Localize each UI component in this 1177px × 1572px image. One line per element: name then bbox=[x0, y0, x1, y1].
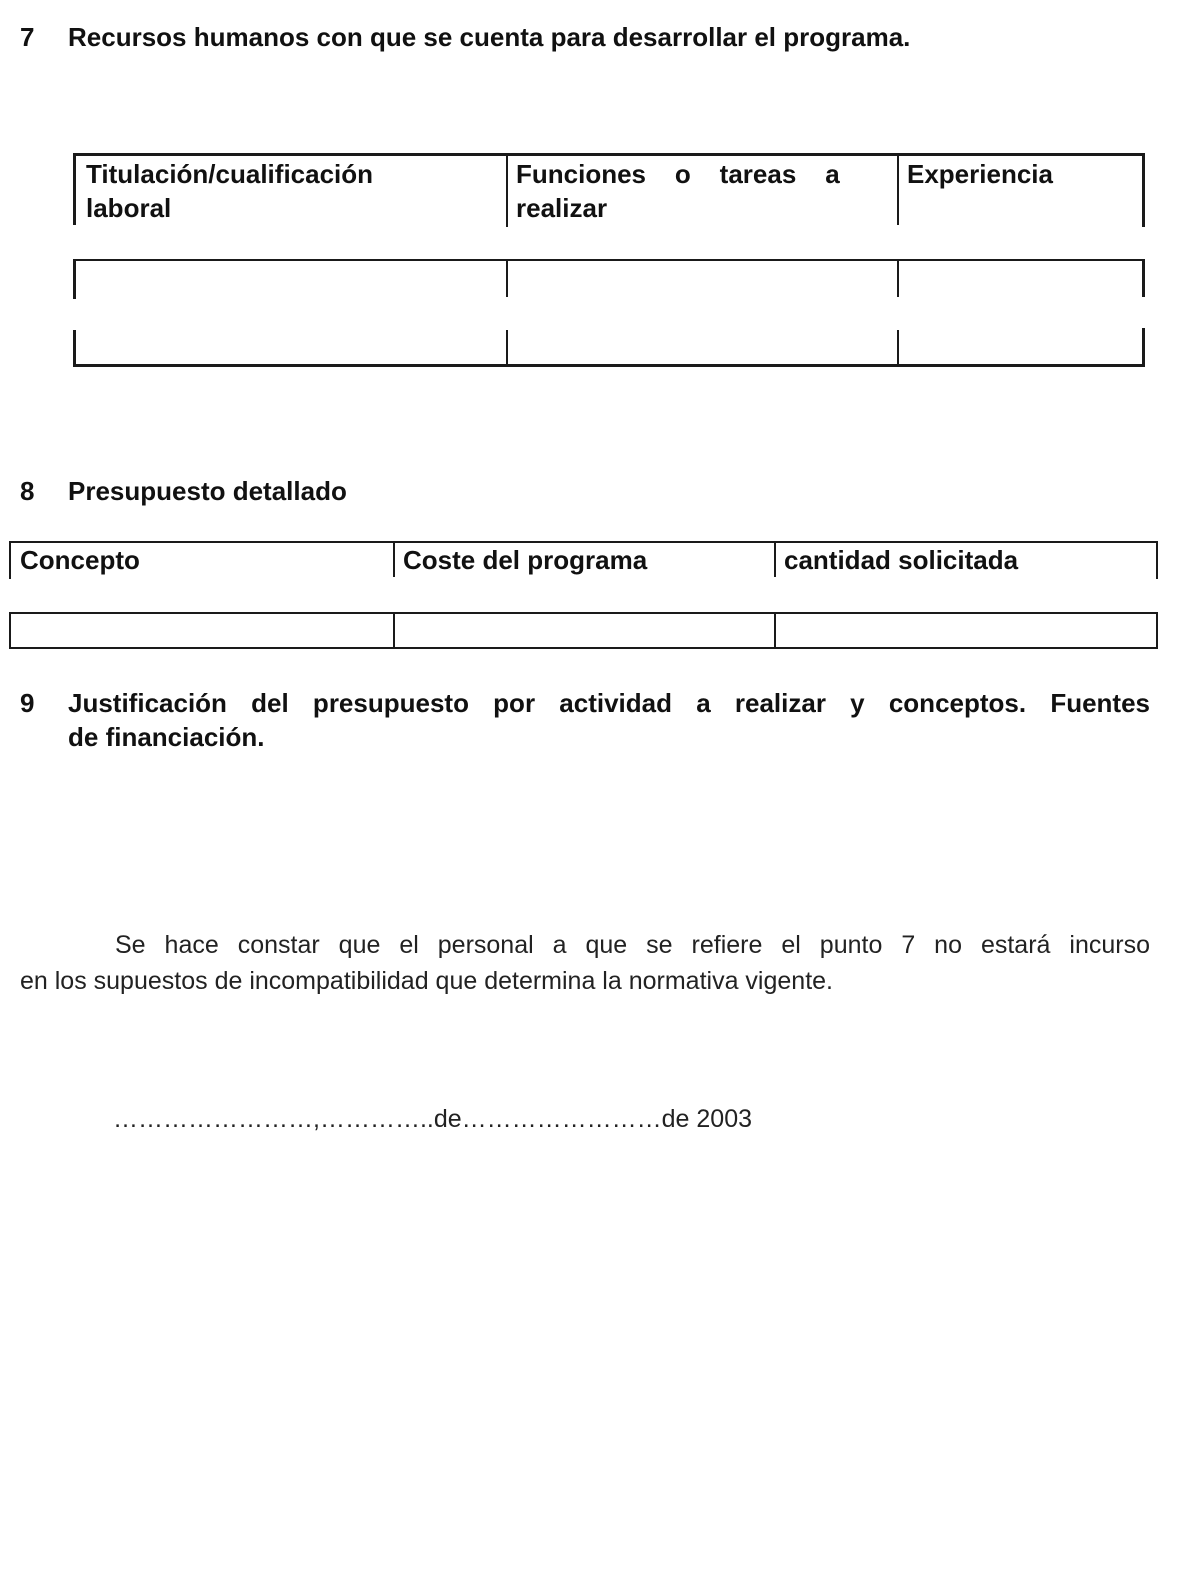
declaration-line: Se hace constar que el personal a que se refiere el punto 7 no estará incurso bbox=[115, 931, 1150, 959]
header-cell: Concepto bbox=[20, 545, 140, 575]
table-divider bbox=[774, 614, 776, 648]
section-title: Presupuesto detallado bbox=[68, 476, 347, 506]
section-number: 8 bbox=[20, 476, 35, 506]
header-line: Experiencia bbox=[907, 159, 1053, 189]
header-cell: cantidad solicitada bbox=[784, 545, 1019, 575]
table-divider bbox=[774, 543, 776, 577]
header-line: Titulación/cualificación bbox=[86, 159, 374, 189]
section-title-line: Justificación del presupuesto por actividad a realizar y conceptos. Fuentes bbox=[68, 688, 1150, 718]
table-divider bbox=[393, 614, 395, 648]
header-cell: Coste del programa bbox=[403, 545, 648, 575]
section-number: 7 bbox=[20, 22, 35, 52]
declaration-line: en los supuestos de incompatibilidad que determina la normativa vigente. bbox=[20, 967, 833, 995]
header-line: Funciones o tareas a bbox=[516, 159, 840, 189]
table-divider bbox=[393, 543, 395, 577]
section-number: 9 bbox=[20, 688, 35, 718]
table-border-left bbox=[9, 541, 11, 579]
section-title-line: de financiación. bbox=[68, 722, 265, 752]
date-line: ……………………,…………..de……………………de 2003 bbox=[113, 1105, 753, 1133]
section-9-heading bbox=[20, 686, 1150, 758]
header-line: laboral bbox=[86, 193, 172, 223]
table-border-right bbox=[1156, 541, 1158, 579]
declaration-paragraph bbox=[20, 927, 1150, 999]
header-line: realizar bbox=[516, 193, 608, 223]
table-border-right bbox=[1156, 612, 1158, 649]
section-title: Recursos humanos con que se cuenta para desarrollar el programa. bbox=[68, 22, 911, 52]
table-border-left bbox=[9, 612, 11, 649]
row-border-top bbox=[9, 612, 1158, 614]
table-border-bottom bbox=[9, 647, 1158, 649]
budget-table bbox=[0, 0, 1177, 660]
